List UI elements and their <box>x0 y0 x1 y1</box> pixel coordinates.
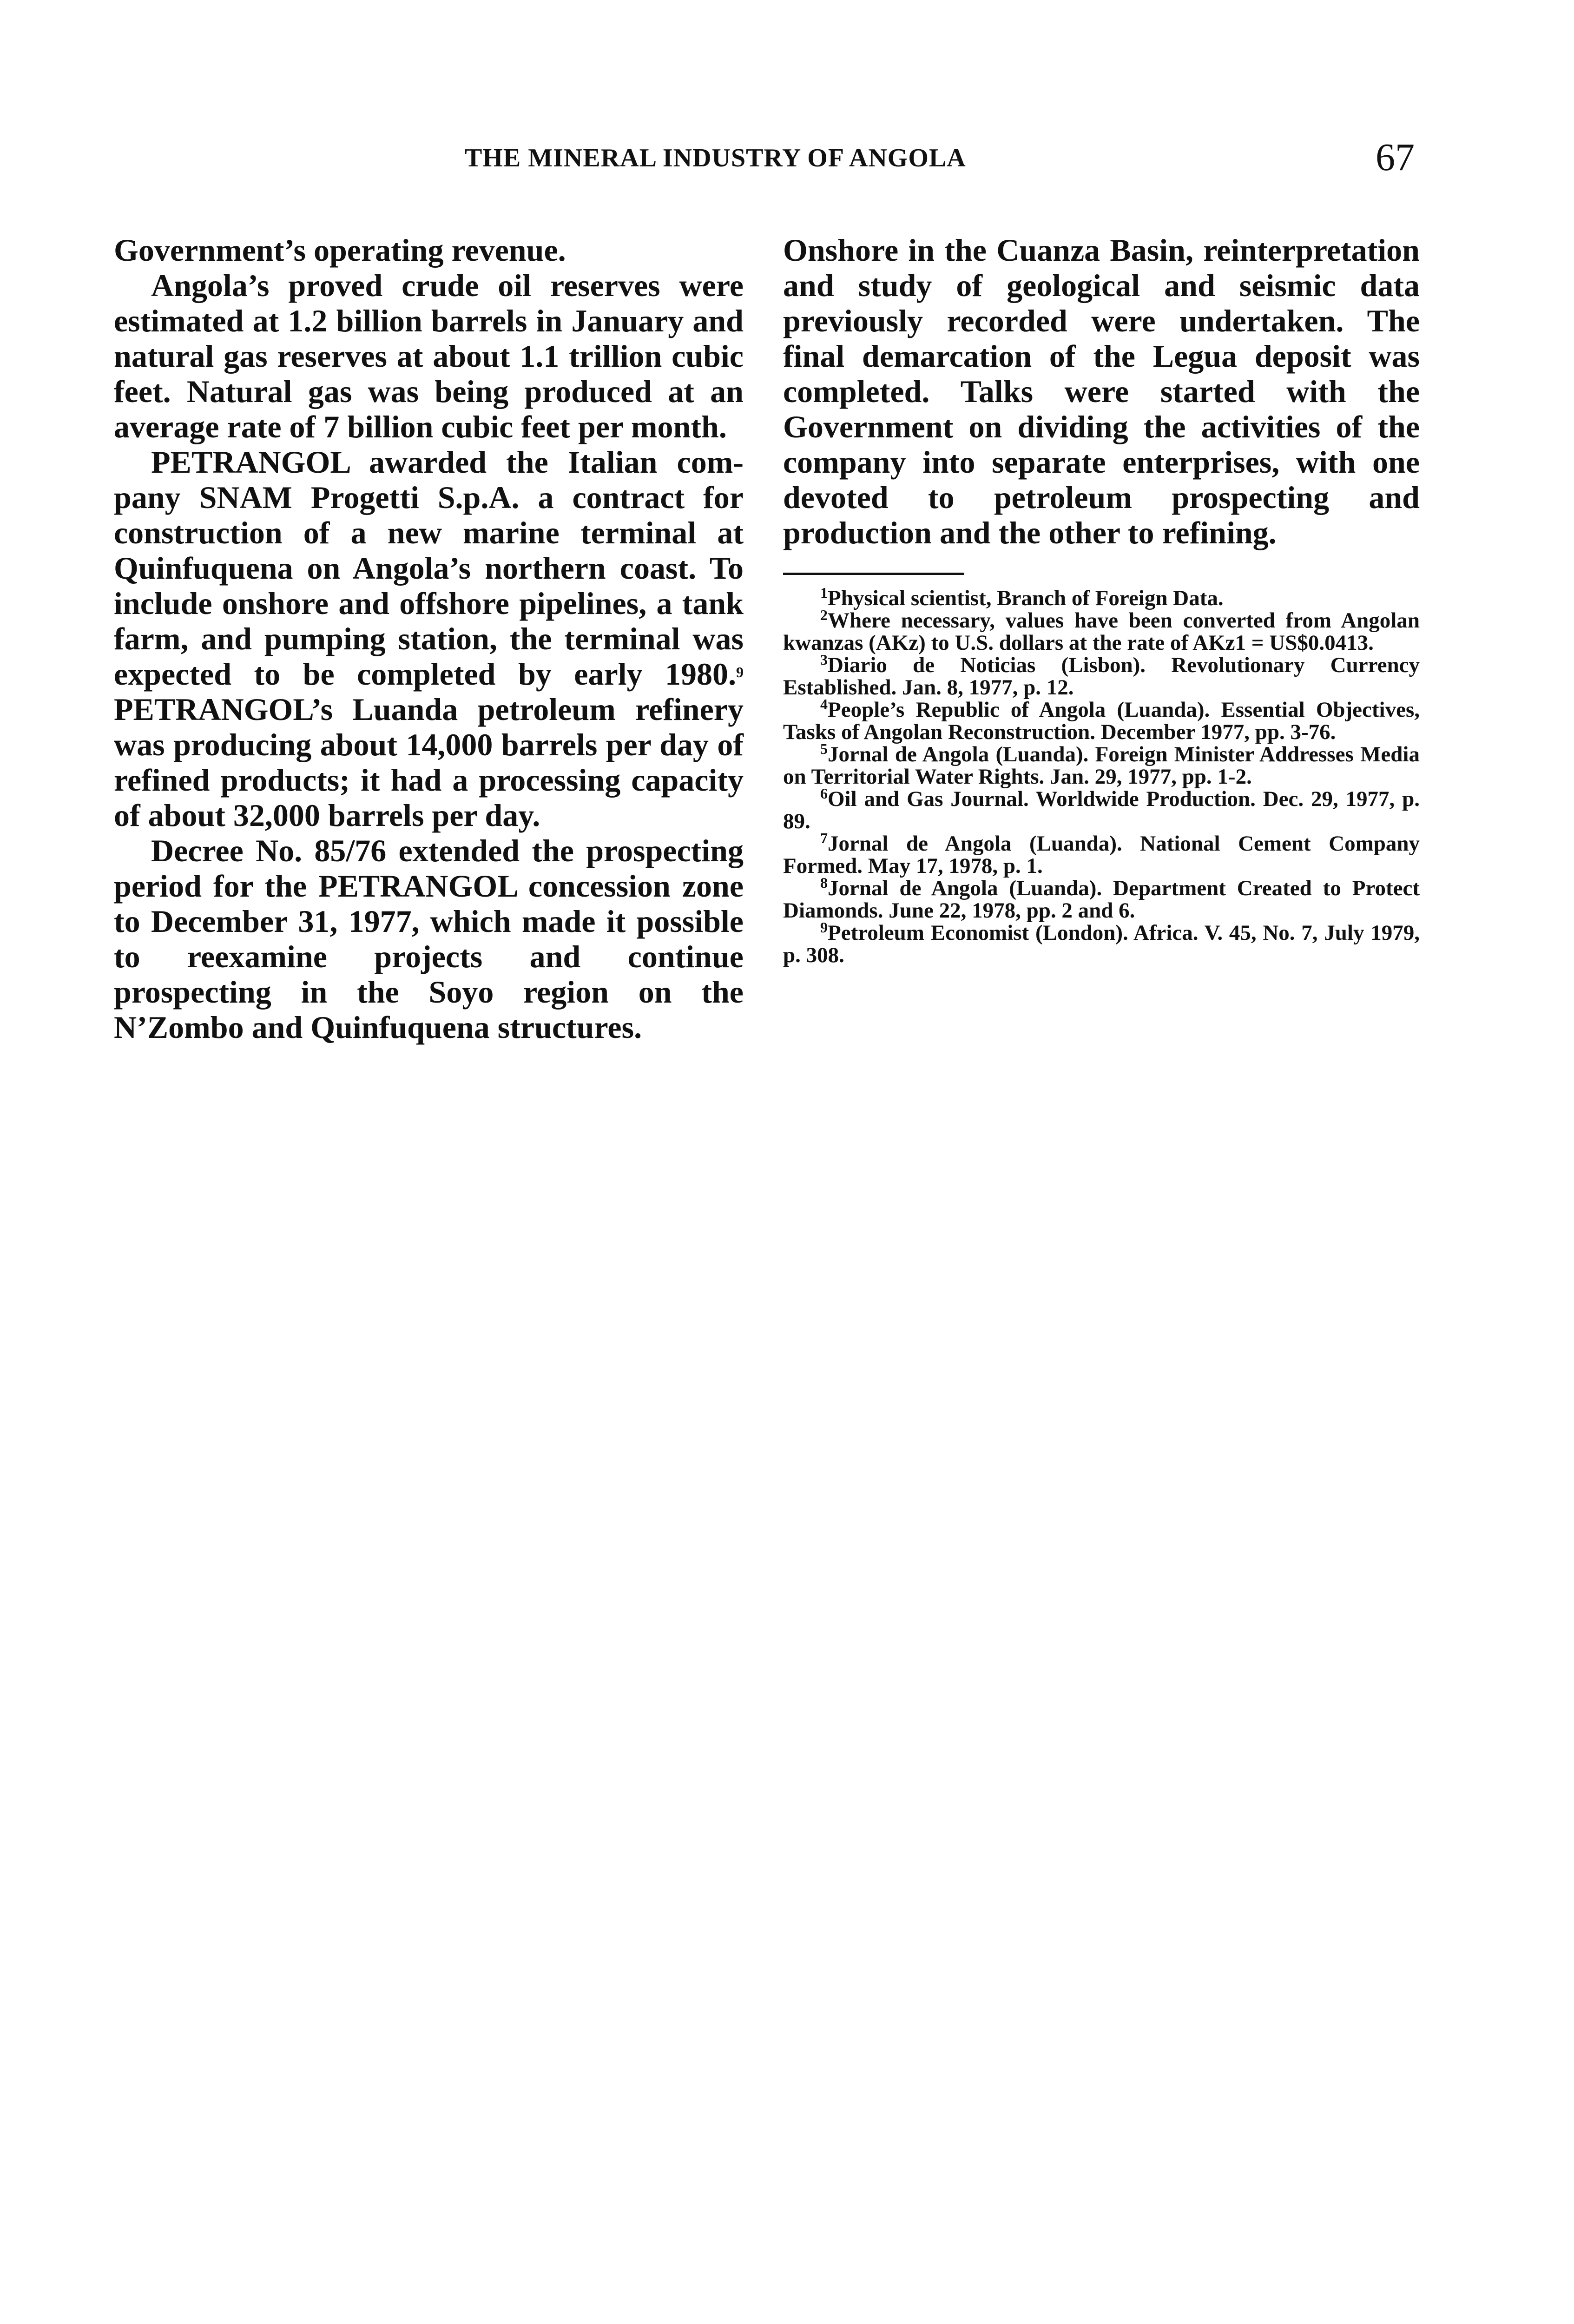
running-title: THE MINERAL INDUSTRY OF ANGOLA <box>465 144 966 172</box>
footnote-text: People’s Republic of Angola (Luanda). Essential Objectives, Tasks of Angolan Reconstruction. December 1977, pp. 3-76. <box>783 698 1420 744</box>
footnote-text: Jornal de Angola (Luanda). Department Created to Protect Diamonds. June 22, 1978, pp. 2 and 6. <box>783 876 1420 923</box>
paragraph: Onshore in the Cuanza Basin, reinterpretation and study of geological and seismic data previously recorded were undertaken. The final demarcation of the Legua deposit was completed. Talks were started with the Government on dividing the activities of the company into separate enterprises, with one devoted to petroleum prospecting and production and the other to refining. <box>783 232 1420 550</box>
footnote-number: 3 <box>820 651 828 668</box>
footnote-text: Jornal de Angola (Luanda). Foreign Minister Addresses Media on Territorial Water Rights. Jan. 29, 1977, pp. 1-2. <box>783 742 1420 789</box>
footnote-number: 8 <box>820 874 828 891</box>
page-number: 67 <box>1376 136 1415 179</box>
footnote-text: Oil and Gas Journal. Worldwide Production. Dec. 29, 1977, p. 89. <box>783 787 1420 833</box>
footnote <box>783 874 1420 923</box>
footnote-reference: 9 <box>736 664 744 680</box>
footnote-separator <box>783 573 964 575</box>
footnote-number: 5 <box>820 740 828 757</box>
footnote-number: 6 <box>820 785 828 802</box>
footnote-text: Physical scientist, Branch of Foreign Data. <box>828 586 1224 610</box>
page-header <box>0 135 1574 186</box>
footnote <box>783 919 1420 967</box>
footnote-number: 7 <box>820 830 828 846</box>
footnote-text: Petroleum Economist (London). Africa. V. 45, No. 7, July 1979, p. 308. <box>783 921 1420 967</box>
paragraph-text: PETRANGOL awarded the Italian company SNAM Progetti S.p.A. a contract for construction of a new marine terminal at Quinfuquena on Angola’s northern coast. To include onshore and offshore pipelines, a tank farm, and pumping station, the terminal was expected to be completed by early 1980. <box>114 444 744 692</box>
footnote-number: 2 <box>820 607 828 623</box>
footnote-number: 1 <box>820 584 828 601</box>
paragraph: Decree No. 85/76 extended the prospecting period for the PETRANGOL concession zone to December 31, 1977, which made it possible to reexamine projects and continue prospecting in the Soyo region on the N’Zombo and Quinfuquena structures. <box>114 833 744 1045</box>
footnote-text: Where necessary, values have been converted from Angolan kwanzas (AKz) to U.S. dollars at the rate of AKz1 = US$0.0413. <box>783 608 1420 655</box>
footnote <box>783 651 1420 700</box>
footnote <box>783 584 1420 610</box>
footnote <box>783 832 1420 877</box>
paragraph: Angola’s proved crude oil reserves were estimated at 1.2 billion barrels in January and natural gas reserves at about 1.1 trillion cubic feet. Natural gas was being produced at an average rate of 7 billion cubic feet per month. <box>114 268 744 444</box>
footnote-text: Diario de Noticias (Lisbon). Revolutionary Currency Established. Jan. 8, 1977, p. 12. <box>783 653 1420 700</box>
paragraph-text: PETRANGOL’s Luanda petroleum refinery was producing about 14,000 barrels per day of refined products; it had a processing capacity of about 32,000 barrels per day. <box>114 692 744 833</box>
footnote <box>783 785 1420 833</box>
left-column <box>114 232 744 1045</box>
footnote-number: 4 <box>820 696 828 713</box>
paragraph: Government’s operating revenue. <box>114 232 566 268</box>
footnote-number: 9 <box>820 919 828 936</box>
right-column <box>783 232 1420 966</box>
footnote <box>783 740 1420 789</box>
footnote <box>783 696 1420 744</box>
footnote-text: Jornal de Angola (Luanda). National Cement Company Formed. May 17, 1978, p. 1. <box>783 832 1420 878</box>
paragraph <box>114 444 744 833</box>
footnote <box>783 609 1420 654</box>
footnotes <box>783 584 1420 967</box>
